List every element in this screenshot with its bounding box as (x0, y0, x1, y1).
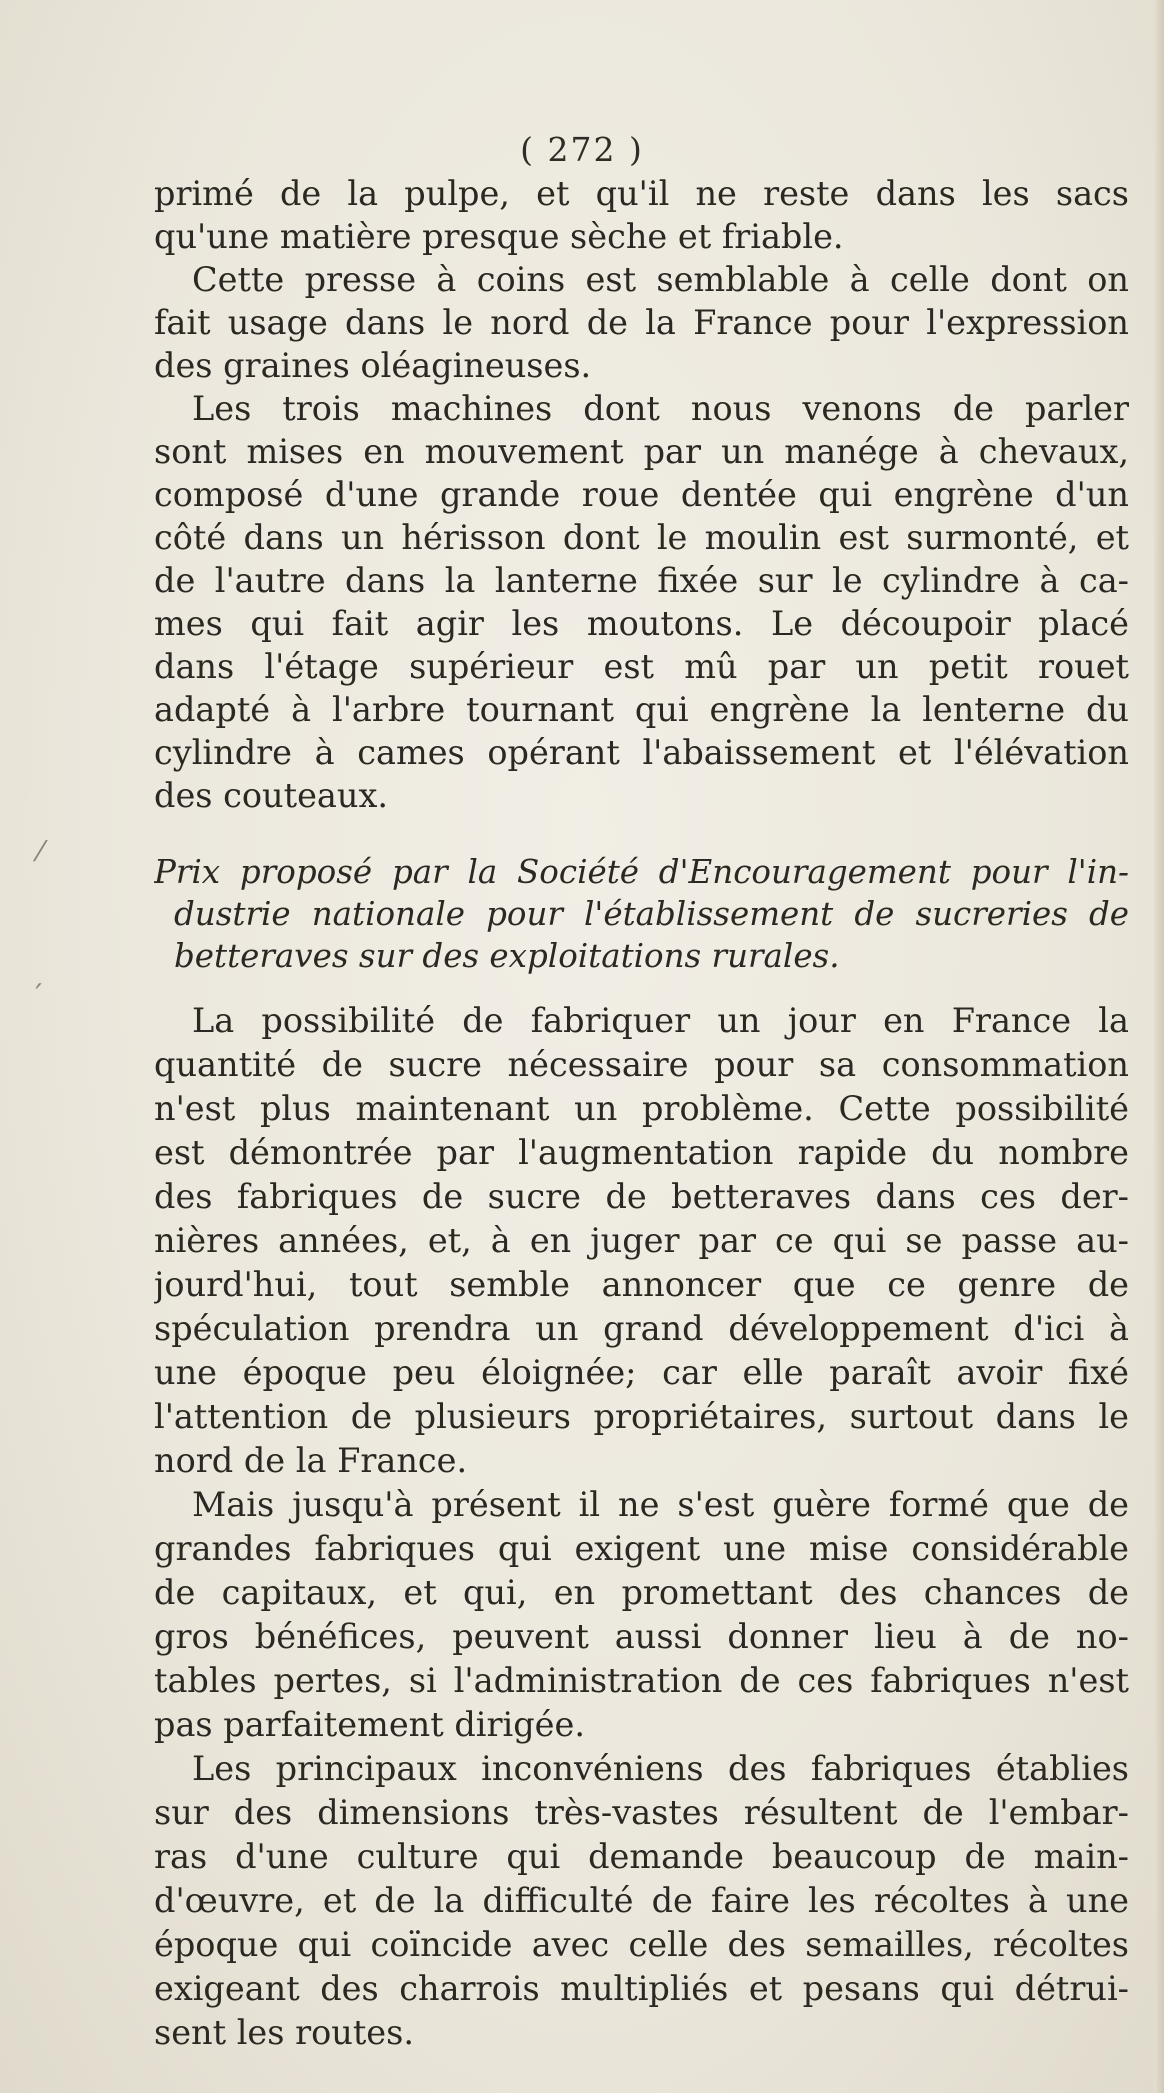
text-line: spéculation prendra un grand développement d'ici à (154, 1309, 1129, 1348)
text-line: qu'une matière presque sèche et friable. (154, 217, 844, 256)
text-line: sent les routes. (154, 2013, 414, 2052)
text-line: Cette presse à coins est semblable à celle dont on (192, 260, 1129, 299)
text-line: quantité de sucre nécessaire pour sa consommation (154, 1045, 1129, 1084)
text-line: exigeant des charrois multipliés et pesans qui détrui- (154, 1969, 1129, 2008)
text-line: nières années, et, à en juger par ce qui se passe au- (154, 1221, 1129, 1260)
text-line: primé de la pulpe, et qu'il ne reste dans les sacs (154, 174, 1129, 213)
section-heading (154, 851, 1129, 977)
page-edge (1154, 0, 1164, 2093)
text-line: de capitaux, et qui, en promettant des chances de (154, 1573, 1129, 1612)
heading-line: Prix proposé par la Société d'Encouragement pour l'in- (154, 853, 1129, 891)
paragraph (154, 1747, 1129, 2055)
margin-pencil-mark: ⁄ (38, 835, 43, 868)
text-line: d'œuvre, et de la difficulté de faire les récoltes à une (154, 1881, 1129, 1920)
text-line: mes qui fait agir les moutons. Le découpoir placé (154, 604, 1129, 643)
paragraph (154, 1483, 1129, 1747)
paragraph (154, 172, 1129, 258)
text-line: adapté à l'arbre tournant qui engrène la lenterne du (154, 690, 1129, 729)
text-line: sont mises en mouvement par un manége à chevaux, (154, 432, 1129, 471)
heading-line: dustrie nationale pour l'établissement de sucreries de (174, 895, 1129, 933)
text-line: côté dans un hérisson dont le moulin est surmonté, et (154, 518, 1129, 557)
text-line: une époque peu éloignée; car elle paraît avoir fixé (154, 1353, 1129, 1392)
text-line: dans l'étage supérieur est mû par un petit rouet (154, 647, 1129, 686)
paragraph (154, 999, 1129, 1483)
text-line: n'est plus maintenant un problème. Cette possibilité (154, 1089, 1129, 1128)
text-line: Les trois machines dont nous venons de parler (192, 389, 1129, 428)
text-line: des fabriques de sucre de betteraves dans ces der- (154, 1177, 1129, 1216)
paragraph (154, 387, 1129, 817)
text-line: La possibilité de fabriquer un jour en France la (192, 1001, 1129, 1040)
text-line: jourd'hui, tout semble annoncer que ce genre de (154, 1265, 1129, 1304)
text-line: composé d'une grande roue dentée qui engrène d'un (154, 475, 1129, 514)
text-line: l'attention de plusieurs propriétaires, surtout dans le (154, 1397, 1129, 1436)
page-number: ( 272 ) (520, 130, 644, 169)
text-line: de l'autre dans la lanterne fixée sur le cylindre à ca- (154, 561, 1129, 600)
paragraph (154, 258, 1129, 387)
text-line: gros bénéfices, peuvent aussi donner lieu à de no- (154, 1617, 1129, 1656)
margin-pencil-mark: ˊ (30, 980, 44, 1013)
text-line: Mais jusqu'à présent il ne s'est guère formé que de (192, 1485, 1129, 1524)
text-line: cylindre à cames opérant l'abaissement et l'élévation (154, 733, 1129, 772)
text-line: pas parfaitement dirigée. (154, 1705, 585, 1744)
text-line: des couteaux. (154, 776, 388, 815)
text-line: grandes fabriques qui exigent une mise considérable (154, 1529, 1129, 1568)
text-line: des graines oléagineuses. (154, 346, 592, 385)
text-line: époque qui coïncide avec celle des semailles, récoltes (154, 1925, 1129, 1964)
page-body (154, 172, 1129, 2055)
text-line: nord de la France. (154, 1441, 468, 1480)
heading-line: betteraves sur des exploitations rurales. (174, 937, 840, 975)
text-line: Les principaux inconvéniens des fabriques établies (192, 1749, 1129, 1788)
text-line: est démontrée par l'augmentation rapide du nombre (154, 1133, 1129, 1172)
text-line: sur des dimensions très-vastes résultent de l'embar- (154, 1793, 1129, 1832)
text-line: tables pertes, si l'administration de ces fabriques n'est (154, 1661, 1129, 1700)
text-line: fait usage dans le nord de la France pour l'expression (154, 303, 1129, 342)
text-line: ras d'une culture qui demande beaucoup de main- (154, 1837, 1129, 1876)
